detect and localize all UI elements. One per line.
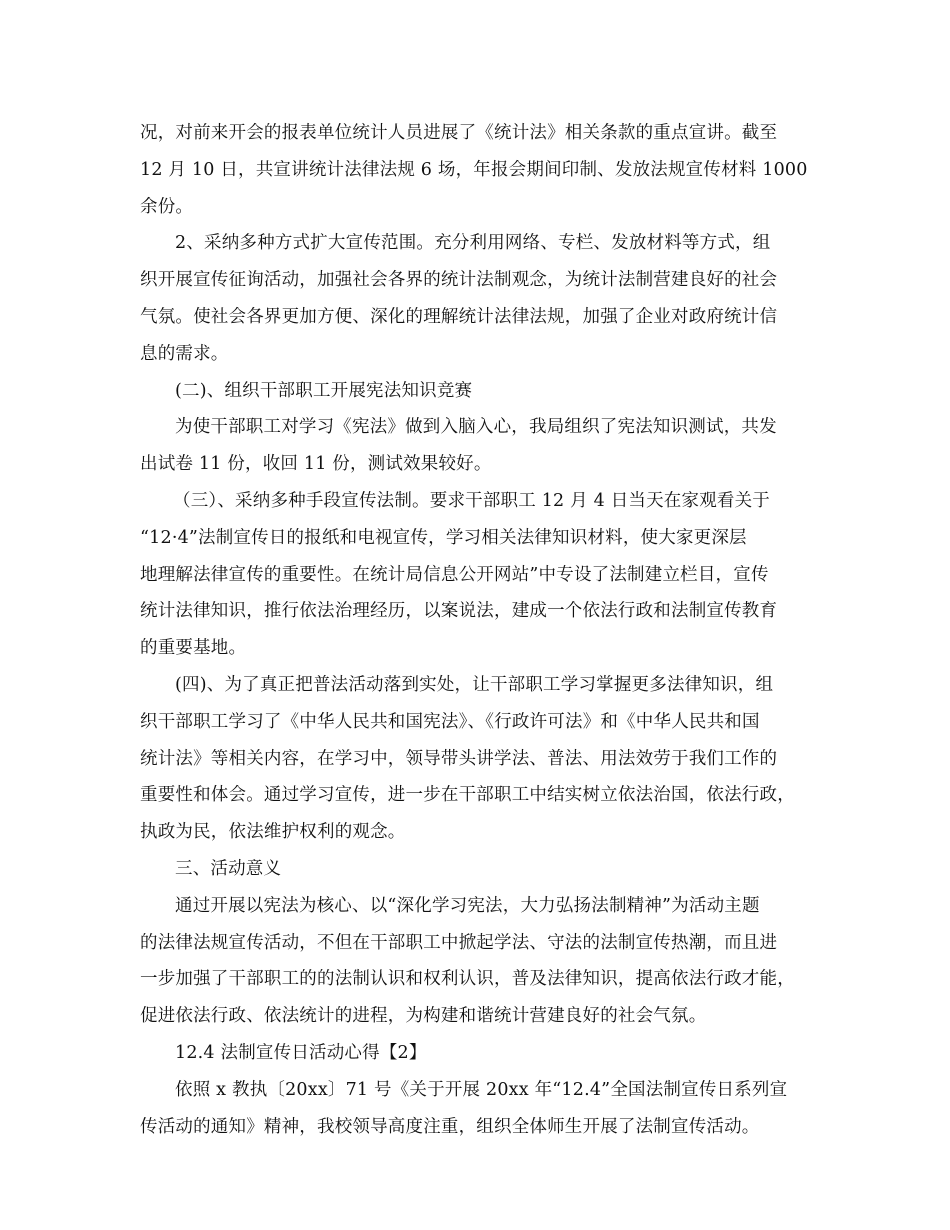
text-line: 重要性和体会。通过学习宣传，进一步在干部职工中结实树立依法治国，依法行政，: [140, 785, 795, 806]
paragraph-start-line: 2、采纳多种方式扩大宣传范围。充分利用网络、专栏、发放材料等方式，组: [175, 233, 771, 254]
paragraph-start-line: (四)、为了真正把普法活动落到实处，让干部职工学习掌握更多法律知识，组: [175, 674, 774, 695]
section-heading: 12.4 法制宣传日活动心得【2】: [175, 1042, 427, 1063]
text-line: 促进依法行政、依法统计的进程，为构建和谐统计营建良好的社会气氛。: [140, 1006, 707, 1027]
text-line: 的法律法规宣传活动，不但在干部职工中掀起学法、守法的法制宣传热潮，而且进: [140, 932, 778, 953]
text-line: 统计法》等相关内容，在学习中，领导带头讲学法、普法、用法效劳于我们工作的: [140, 748, 778, 769]
paragraph-start-line: （三）、采纳多种手段宣传法制。要求干部职工 12 月 4 日当天在家观看关于: [173, 490, 771, 511]
text-line: 地理解法律宣传的重要性。在统计局信息公开网站”中专设了法制建立栏目，宣传: [140, 564, 769, 585]
section-heading: (二)、组织干部职工开展宪法知识竞赛: [175, 380, 473, 401]
text-line: 况，对前来开会的报表单位统计人员进展了《统计法》相关条款的重点宣讲。截至: [140, 123, 778, 143]
text-line: 余份。: [140, 196, 194, 217]
text-line: 息的需求。: [140, 343, 229, 364]
text-line: 传活动的通知》精神，我校领导高度注重，组织全体师生开展了法制宣传活动。: [140, 1116, 760, 1137]
paragraph-start-line: 为使干部职工对学习《宪法》做到入脑入心，我局组织了宪法知识测试，共发: [175, 417, 777, 438]
text-line: 一步加强了干部职工的的法制认识和权利认识，普及法律知识，提高依法行政才能，: [140, 969, 795, 990]
text-line: 织干部职工学习了《中华人民共和国宪法》、《行政许可法》和《中华人民共和国: [140, 711, 760, 732]
section-heading: 三、活动意义: [175, 858, 282, 879]
text-line: 执政为民，依法维护权利的观念。: [140, 822, 406, 843]
text-line: 气氛。使社会各界更加方便、深化的理解统计法律法规，加强了企业对政府统计信: [140, 306, 778, 327]
text-line: 出试卷 11 份，收回 11 份，测试效果较好。: [140, 454, 492, 475]
text-line: 统计法律知识，推行依法治理经历，以案说法，建成一个依法行政和法制宣传教育: [140, 601, 778, 622]
document-body: [140, 115, 820, 1145]
paragraph-start-line: 依照 x 教执〔20xx〕71 号《关于开展 20xx 年“12.4”全国法制宣传日系列宣: [175, 1079, 788, 1100]
text-line: “12·4”法制宣传日的报纸和电视宣传，学习相关法律知识材料，使大家更深层: [140, 527, 747, 548]
text-line: 织开展宣传征询活动，加强社会各界的统计法制观念，为统计法制营建良好的社会: [140, 270, 778, 291]
text-line: 12 月 10 日，共宣讲统计法律法规 6 场，年报会期间印制、发放法规宣传材料 1000: [140, 159, 808, 180]
paragraph-start-line: 通过开展以宪法为核心、以“深化学习宪法，大力弘扬法制精神”为活动主题: [175, 895, 760, 916]
text-line: 的重要基地。: [140, 638, 247, 659]
